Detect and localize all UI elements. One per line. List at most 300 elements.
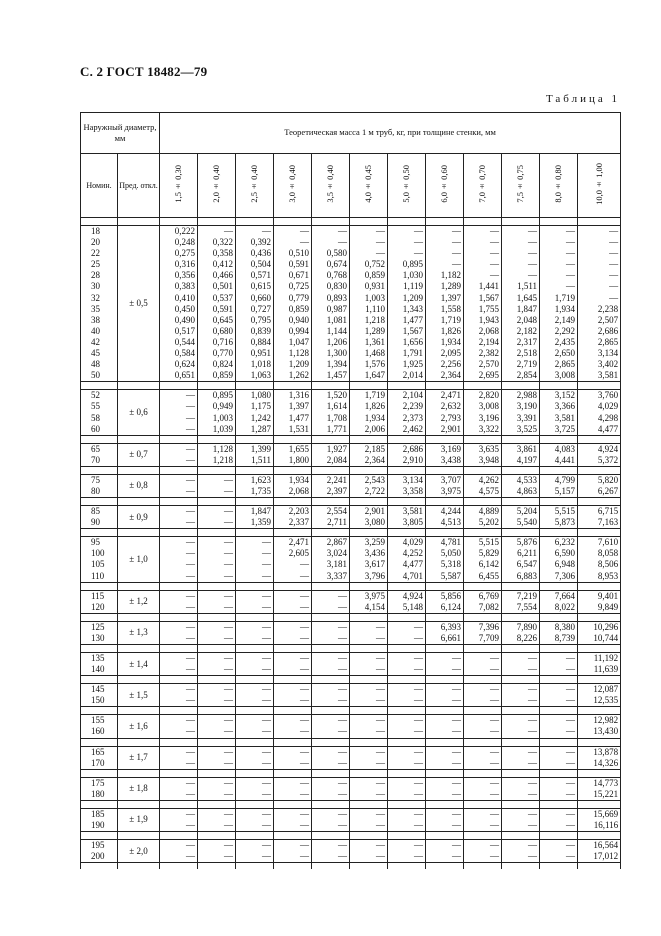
spacer-cell — [426, 832, 464, 840]
mass-value: — — [452, 757, 461, 768]
mass-cell — [388, 537, 426, 582]
mass-value: 1,934 — [364, 412, 385, 423]
mass-value: — — [566, 237, 575, 248]
mass-cell — [426, 653, 464, 676]
spacer-cell — [118, 382, 160, 390]
mass-value: — — [376, 851, 385, 862]
mass-value: — — [300, 601, 309, 612]
mass-cell — [198, 590, 236, 613]
mass-value: — — [414, 226, 423, 236]
spacer-cell — [160, 582, 198, 590]
mass-value: 5,372 — [597, 454, 619, 465]
mass-cell — [350, 777, 388, 800]
nominal-diameter-value: 175 — [91, 777, 105, 788]
mass-value: 1,614 — [326, 401, 347, 412]
nominal-diameter-cell — [81, 621, 118, 644]
mass-value: 10,744 — [593, 632, 619, 643]
mass-value: 2,014 — [402, 370, 423, 381]
mass-value: 2,820 — [478, 390, 499, 401]
mass-value: — — [300, 570, 309, 581]
wall-thickness-header — [274, 154, 312, 218]
mass-value: 3,760 — [597, 390, 619, 401]
spacer-cell — [502, 863, 540, 870]
mass-value: 1,119 — [403, 281, 423, 292]
mass-value: 5,515 — [554, 506, 575, 517]
spacer-cell — [388, 769, 426, 777]
mass-value: — — [186, 777, 195, 788]
mass-value: 2,988 — [516, 390, 537, 401]
mass-value: 4,441 — [554, 454, 575, 465]
mass-cell — [274, 590, 312, 613]
mass-value: — — [452, 684, 461, 695]
nominal-diameter-value: 22 — [91, 248, 100, 259]
spacer-cell — [426, 529, 464, 537]
mass-value: 4,477 — [597, 423, 619, 434]
mass-value: — — [300, 788, 309, 799]
table-row — [81, 715, 621, 738]
mass-cell — [502, 474, 540, 497]
mass-value: 3,008 — [478, 401, 499, 412]
spacer-cell — [236, 382, 274, 390]
nominal-diameter-value: 90 — [91, 517, 100, 528]
mass-cell — [236, 537, 274, 582]
mass-value: — — [262, 746, 271, 757]
mass-value: — — [528, 777, 537, 788]
mass-value: — — [490, 226, 499, 236]
mass-cell — [502, 777, 540, 800]
mass-value: — — [224, 537, 233, 548]
spacer-cell — [118, 529, 160, 537]
mass-cell — [540, 808, 578, 831]
spacer-cell — [426, 738, 464, 746]
spacer-cell — [540, 863, 578, 870]
mass-value: 4,154 — [364, 601, 385, 612]
mass-value: 2,650 — [554, 348, 575, 359]
mass-cell — [540, 715, 578, 738]
mass-value: 8,953 — [597, 570, 619, 581]
spacer-cell — [274, 832, 312, 840]
mass-value: 5,820 — [597, 474, 619, 485]
spacer-cell — [578, 645, 621, 653]
mass-value: 7,306 — [554, 570, 575, 581]
mass-table — [80, 112, 621, 869]
spacer-cell — [426, 382, 464, 390]
mass-value: 0,895 — [212, 390, 233, 401]
mass-value: — — [566, 746, 575, 757]
spacer-cell — [81, 863, 118, 870]
mass-value: — — [490, 695, 499, 706]
mass-value: 4,863 — [516, 485, 537, 496]
spacer-cell — [464, 645, 502, 653]
mass-cell — [540, 443, 578, 466]
spacer-cell — [236, 645, 274, 653]
spacer-cell — [578, 529, 621, 537]
mass-cell — [312, 537, 350, 582]
mass-value: — — [528, 270, 537, 281]
mass-value: 16,564 — [593, 840, 619, 851]
mass-value: 7,082 — [478, 601, 499, 612]
mass-cell — [388, 474, 426, 497]
mass-value: — — [224, 590, 233, 601]
mass-cell — [502, 621, 540, 644]
mass-cell — [502, 715, 540, 738]
mass-cell — [350, 621, 388, 644]
mass-value: — — [262, 632, 271, 643]
spacer-cell — [350, 769, 388, 777]
spacer-cell — [81, 529, 118, 537]
wall-thickness-header — [388, 154, 426, 218]
spacer-cell — [388, 863, 426, 870]
spacer-cell — [160, 382, 198, 390]
mass-value: 3,805 — [402, 517, 423, 528]
mass-value: — — [528, 653, 537, 663]
mass-cell — [578, 808, 621, 831]
mass-cell — [426, 840, 464, 863]
mass-value: — — [338, 788, 347, 799]
mass-value: — — [452, 840, 461, 851]
mass-value: 1,394 — [326, 359, 347, 370]
spacer-cell — [388, 466, 426, 474]
mass-value: — — [566, 248, 575, 259]
mass-value: — — [490, 788, 499, 799]
mass-value: 1,144 — [326, 325, 347, 336]
mass-value: — — [262, 788, 271, 799]
mass-value: 0,987 — [326, 303, 347, 314]
mass-value: 2,382 — [478, 348, 499, 359]
nominal-diameter-value: 150 — [91, 695, 105, 706]
spacer-cell — [236, 582, 274, 590]
mass-value: — — [566, 808, 575, 819]
mass-cell — [160, 537, 198, 582]
group-spacer — [81, 613, 621, 621]
nominal-diameter-value: 130 — [91, 632, 105, 643]
mass-value: 2,239 — [402, 401, 423, 412]
mass-value: 0,768 — [326, 270, 347, 281]
mass-value: — — [300, 632, 309, 643]
mass-cell — [274, 621, 312, 644]
mass-value: 1,719 — [554, 292, 575, 303]
spacer-cell — [464, 582, 502, 590]
mass-value: 15,221 — [593, 788, 619, 799]
mass-value: 0,752 — [364, 259, 385, 270]
mass-value: 5,318 — [440, 559, 461, 570]
mass-value: 3,796 — [364, 570, 385, 581]
mass-value: — — [262, 820, 271, 831]
mass-cell — [312, 746, 350, 769]
spacer-cell — [274, 613, 312, 621]
mass-value: — — [300, 226, 309, 236]
mass-value: 11,639 — [593, 664, 619, 675]
spacer-cell — [350, 466, 388, 474]
mass-value: 1,934 — [288, 474, 309, 485]
mass-cell — [160, 746, 198, 769]
mass-value: — — [224, 746, 233, 757]
mass-value: — — [224, 788, 233, 799]
mass-value: — — [566, 270, 575, 281]
mass-value: 1,847 — [516, 303, 537, 314]
mass-cell — [464, 537, 502, 582]
table-row — [81, 226, 621, 382]
mass-cell — [578, 777, 621, 800]
mass-value: 5,148 — [402, 601, 423, 612]
mass-value: 3,725 — [554, 423, 575, 434]
mass-value: 3,169 — [440, 443, 461, 454]
spacer-cell — [502, 529, 540, 537]
mass-value: 8,739 — [554, 632, 575, 643]
mass-value: — — [262, 537, 271, 548]
nominal-diameter-cell — [81, 684, 118, 707]
wall-thickness-label: 1,5± 0,30 — [172, 165, 183, 203]
mass-value: 0,275 — [174, 248, 195, 259]
group-spacer — [81, 769, 621, 777]
spacer-cell — [464, 466, 502, 474]
mass-value: 5,050 — [440, 548, 461, 559]
nominal-diameter-value: 40 — [91, 325, 100, 336]
spacer-cell — [388, 582, 426, 590]
mass-cell — [426, 474, 464, 497]
mass-value: 2,241 — [326, 474, 347, 485]
wall-thickness-label: 2,0± 0,40 — [210, 165, 221, 203]
mass-value: — — [376, 664, 385, 675]
mass-value: — — [224, 485, 233, 496]
mass-cell — [236, 840, 274, 863]
mass-value: 4,533 — [516, 474, 537, 485]
spacer-cell — [118, 707, 160, 715]
mass-value: — — [300, 621, 309, 632]
group-spacer — [81, 863, 621, 870]
spacer-cell — [426, 707, 464, 715]
mass-value: 6,715 — [597, 506, 619, 517]
table-row — [81, 390, 621, 435]
mass-value: 3,134 — [597, 348, 619, 359]
mass-cell — [274, 653, 312, 676]
mass-value: 2,865 — [554, 359, 575, 370]
mass-value: 1,039 — [212, 423, 233, 434]
mass-value: 2,104 — [402, 390, 423, 401]
mass-value: — — [452, 653, 461, 663]
mass-value: — — [262, 726, 271, 737]
nominal-diameter-value: 65 — [91, 443, 100, 454]
mass-value: 1,003 — [212, 412, 233, 423]
mass-value: — — [490, 653, 499, 663]
nominal-diameter-cell — [81, 506, 118, 529]
mass-value: — — [224, 548, 233, 559]
mass-value: 14,773 — [593, 777, 619, 788]
mass-value: — — [490, 259, 499, 270]
wall-thickness-label: 10,0± 1,00 — [593, 163, 604, 205]
mass-value: — — [300, 820, 309, 831]
mass-value: 0,383 — [174, 281, 195, 292]
mass-value: 4,924 — [597, 443, 619, 454]
mass-cell — [236, 808, 274, 831]
mass-value: 4,083 — [554, 443, 575, 454]
mass-value: 1,287 — [250, 423, 271, 434]
mass-cell — [274, 746, 312, 769]
mass-value: 2,686 — [402, 443, 423, 454]
mass-cell — [540, 684, 578, 707]
mass-cell — [236, 715, 274, 738]
mass-value: — — [186, 808, 195, 819]
mass-cell — [274, 390, 312, 435]
mass-value: — — [528, 726, 537, 737]
mass-cell — [312, 840, 350, 863]
mass-value: 6,948 — [554, 559, 575, 570]
table-row — [81, 590, 621, 613]
mass-cell — [198, 684, 236, 707]
mass-value: — — [376, 808, 385, 819]
mass-cell — [426, 808, 464, 831]
mass-value: — — [490, 777, 499, 788]
mass-value: 4,262 — [478, 474, 499, 485]
mass-value: 8,022 — [554, 601, 575, 612]
nominal-diameter-cell — [81, 777, 118, 800]
nominal-diameter-value: 95 — [91, 537, 100, 548]
mass-value: 2,256 — [440, 359, 461, 370]
spacer-cell — [81, 800, 118, 808]
mass-value: 4,924 — [402, 590, 423, 601]
mass-cell — [274, 537, 312, 582]
spacer-cell — [540, 529, 578, 537]
mass-value: — — [300, 840, 309, 851]
mass-value: 1,656 — [402, 336, 423, 347]
tolerance-cell: ± 0,6 — [118, 390, 160, 435]
spacer-cell — [160, 218, 198, 226]
table-row — [81, 684, 621, 707]
mass-cell — [160, 840, 198, 863]
mass-cell — [198, 808, 236, 831]
mass-cell — [198, 474, 236, 497]
mass-cell — [236, 443, 274, 466]
spacer-cell — [118, 466, 160, 474]
mass-cell — [388, 390, 426, 435]
spacer-cell — [236, 863, 274, 870]
mass-value: — — [186, 757, 195, 768]
mass-value: 8,058 — [597, 548, 619, 559]
mass-value: 0,651 — [174, 370, 195, 381]
spacer-cell — [118, 832, 160, 840]
mass-cell — [578, 653, 621, 676]
mass-value: — — [224, 664, 233, 675]
mass-value: 2,865 — [597, 336, 619, 347]
spacer-cell — [312, 800, 350, 808]
mass-value: 6,547 — [516, 559, 537, 570]
nominal-diameter-value: 120 — [91, 601, 105, 612]
nominal-diameter-value: 52 — [91, 390, 100, 401]
spacer-cell — [198, 645, 236, 653]
mass-value: — — [414, 777, 423, 788]
spacer-cell — [274, 800, 312, 808]
mass-value: 2,507 — [597, 314, 619, 325]
mass-value: — — [300, 851, 309, 862]
spacer-cell — [274, 738, 312, 746]
spacer-cell — [160, 738, 198, 746]
mass-value: — — [376, 684, 385, 695]
mass-cell — [350, 840, 388, 863]
mass-value: — — [224, 757, 233, 768]
nominal-diameter-cell — [81, 840, 118, 863]
mass-cell — [274, 226, 312, 382]
mass-cell — [578, 590, 621, 613]
mass-value: — — [186, 537, 195, 548]
mass-value: — — [566, 777, 575, 788]
mass-value: 0,680 — [212, 325, 233, 336]
spacer-cell — [312, 435, 350, 443]
mass-value: 3,152 — [554, 390, 575, 401]
group-spacer — [81, 738, 621, 746]
mass-cell — [312, 715, 350, 738]
nominal-diameter-cell — [81, 808, 118, 831]
mass-cell — [198, 777, 236, 800]
mass-value: — — [609, 226, 619, 236]
spacer-cell — [350, 645, 388, 653]
group-spacer — [81, 382, 621, 390]
mass-cell — [236, 684, 274, 707]
mass-value: 1,847 — [250, 506, 271, 517]
mass-value: — — [566, 226, 575, 236]
spacer-cell — [274, 218, 312, 226]
mass-value: — — [262, 840, 271, 851]
mass-value: 0,859 — [212, 370, 233, 381]
mass-value: — — [376, 632, 385, 643]
mass-value: — — [609, 270, 619, 281]
mass-value: 1,397 — [440, 292, 461, 303]
mass-value: 5,540 — [516, 517, 537, 528]
nominal-diameter-value: 55 — [91, 401, 100, 412]
mass-value: — — [186, 590, 195, 601]
mass-value: 0,895 — [402, 259, 423, 270]
mass-value: — — [376, 715, 385, 726]
mass-value: — — [609, 237, 619, 248]
spacer-cell — [540, 707, 578, 715]
spacer-cell — [198, 466, 236, 474]
mass-value: 3,402 — [597, 359, 619, 370]
mass-value: 2,462 — [402, 423, 423, 434]
mass-value: — — [300, 664, 309, 675]
nominal-diameter-value: 48 — [91, 359, 100, 370]
mass-value: 0,584 — [174, 348, 195, 359]
spacer-cell — [81, 676, 118, 684]
mass-cell — [312, 443, 350, 466]
spacer-cell — [540, 498, 578, 506]
mass-value: — — [490, 715, 499, 726]
spacer-cell — [236, 676, 274, 684]
mass-value: — — [224, 621, 233, 632]
mass-cell — [540, 537, 578, 582]
mass-value: 3,391 — [516, 412, 537, 423]
mass-value: 2,910 — [402, 454, 423, 465]
nominal-diameter-cell — [81, 443, 118, 466]
spacer-cell — [350, 582, 388, 590]
mass-value: 3,635 — [478, 443, 499, 454]
mass-value: 3,948 — [478, 454, 499, 465]
mass-value: — — [186, 653, 195, 663]
mass-value: — — [414, 851, 423, 862]
mass-value: 1,645 — [516, 292, 537, 303]
mass-value: — — [186, 401, 195, 412]
spacer-cell — [118, 218, 160, 226]
spacer-cell — [350, 435, 388, 443]
mass-value: 1,081 — [326, 314, 347, 325]
group-spacer — [81, 800, 621, 808]
mass-value: 1,719 — [440, 314, 461, 325]
wall-thickness-label: 7,5± 0,75 — [514, 165, 525, 203]
mass-value: 0,466 — [212, 270, 233, 281]
nominal-diameter-value: 42 — [91, 336, 100, 347]
mass-value: — — [338, 757, 347, 768]
mass-cell — [464, 653, 502, 676]
mass-value: — — [262, 684, 271, 695]
tolerance-cell: ± 1,2 — [118, 590, 160, 613]
